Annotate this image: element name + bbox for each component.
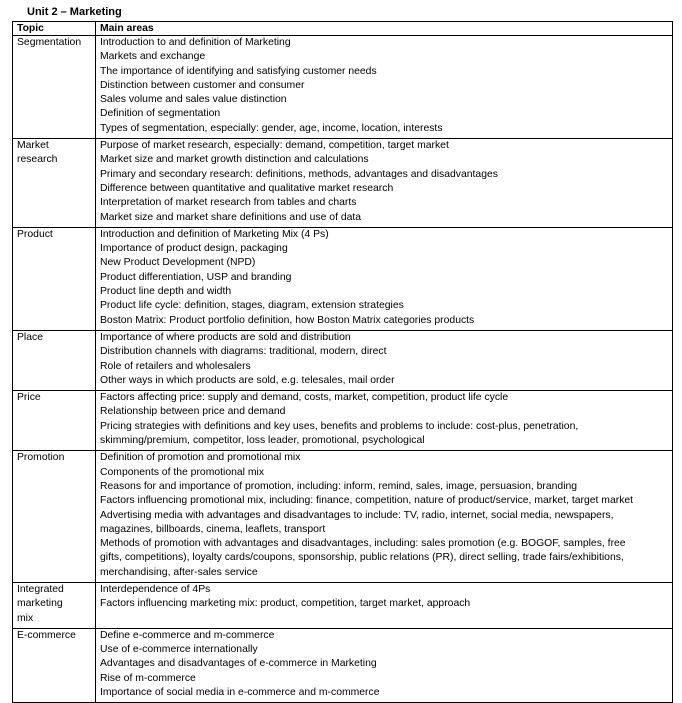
main-area-item: The importance of identifying and satisfying customer needs (100, 65, 377, 77)
main-area-item: Distinction between customer and consumer (100, 79, 305, 91)
main-areas-cell (96, 582, 673, 628)
main-area-item: Rise of m-commerce (100, 672, 196, 684)
topic-label: Price (17, 392, 41, 404)
main-area-item: Distribution channels with diagrams: traditional, modern, direct (100, 346, 387, 358)
main-area-item: Pricing strategies with definitions and key uses, benefits and problems to include: cost-plus, penetration, (100, 420, 579, 432)
table-body (13, 36, 673, 703)
main-area-item: Role of retailers and wholesalers (100, 360, 251, 372)
topic-cell (13, 582, 96, 628)
main-areas-cell (96, 391, 673, 451)
main-areas-cell (96, 330, 673, 390)
topic-cell (13, 36, 96, 139)
main-area-item: Importance of social media in e-commerce and m-commerce (100, 687, 380, 699)
main-area-item: Components of the promotional mix (100, 466, 265, 478)
main-area-item: Product differentiation, USP and branding (100, 271, 292, 283)
main-area-item: Definition of segmentation (100, 108, 221, 120)
main-area-item: Advantages and disadvantages of e-commerce in Marketing (100, 658, 377, 670)
topic-label: mix (17, 612, 34, 624)
main-area-item: Purpose of market research, especially: demand, competition, target market (100, 140, 449, 152)
topic-cell (13, 451, 96, 583)
main-area-item: Importance of where products are sold and distribution (100, 331, 351, 343)
topic-label: marketing (17, 598, 63, 610)
main-area-item: Introduction to and definition of Marketing (100, 37, 291, 48)
topic-label: Place (17, 331, 43, 343)
topic-cell (13, 330, 96, 390)
main-area-item: Definition of promotion and promotional mix (100, 452, 301, 464)
topic-label: Integrated (17, 583, 64, 595)
main-areas-cell (96, 139, 673, 228)
main-area-item: Product line depth and width (100, 286, 232, 298)
syllabus-table (12, 21, 673, 703)
main-area-item: Factors influencing promotional mix, including: finance, competition, nature of product/service, market, target market (100, 495, 634, 507)
topic-label: E-commerce (17, 629, 76, 641)
main-area-item: Use of e-commerce internationally (100, 644, 258, 656)
header-row (13, 22, 673, 36)
topic-cell (13, 628, 96, 702)
topic-label: Market (17, 140, 49, 152)
main-area-item: Types of segmentation, especially: gender, age, income, location, interests (100, 122, 443, 134)
topic-label: Product (17, 228, 53, 240)
topic-label: research (17, 154, 58, 166)
table-row (13, 451, 673, 583)
main-area-item: New Product Development (NPD) (100, 257, 256, 269)
main-area-item: Interpretation of market research from tables and charts (100, 197, 357, 209)
main-area-item: Product life cycle: definition, stages, diagram, extension strategies (100, 300, 404, 312)
main-areas-cell (96, 628, 673, 702)
main-areas-cell (96, 451, 673, 583)
main-area-item: Sales volume and sales value distinction (100, 94, 287, 106)
unit-title: Unit 2 – Marketing (27, 6, 122, 18)
topic-label: Promotion (17, 452, 65, 464)
topic-label: Segmentation (17, 37, 82, 48)
main-area-item: Primary and secondary research: definitions, methods, advantages and disadvantages (100, 168, 498, 180)
main-area-item: Relationship between price and demand (100, 406, 286, 418)
main-area-item: Methods of promotion with advantages and disadvantages, including: sales promotion (e.g. BOGOF, samples, free (100, 538, 626, 550)
main-areas-cell (96, 227, 673, 330)
table-row (13, 227, 673, 330)
main-area-item: Interdependence of 4Ps (100, 583, 211, 595)
main-area-item: Difference between quantitative and qualitative market research (100, 182, 394, 194)
table-row (13, 582, 673, 628)
table-row (13, 36, 673, 139)
main-area-item: merchandising, after-sales service (100, 566, 258, 578)
main-area-item: Boston Matrix: Product portfolio definition, how Boston Matrix categories products (100, 314, 475, 326)
main-area-item: Market size and market growth distinction and calculations (100, 154, 369, 166)
main-area-item: skimming/premium, competitor, loss leader, promotional, psychological (100, 435, 425, 447)
main-area-item: gifts, competitions), loyalty cards/coupons, sponsorship, public relations (PR), direct selling, trade fairs/exhibitions, (100, 552, 624, 564)
main-area-item: Factors affecting price: supply and demand, costs, market, competition, product life cycle (100, 392, 509, 404)
main-area-item: Factors influencing marketing mix: product, competition, target market, approach (100, 598, 471, 610)
table-row (13, 628, 673, 702)
topic-cell (13, 139, 96, 228)
table-row (13, 139, 673, 228)
table-row (13, 391, 673, 451)
header-topic: Topic (13, 22, 96, 36)
topic-cell (13, 227, 96, 330)
main-area-item: magazines, billboards, cinema, leaflets, transport (100, 523, 326, 535)
main-area-item: Importance of product design, packaging (100, 243, 288, 255)
main-area-item: Other ways in which products are sold, e.g. telesales, mail order (100, 374, 395, 386)
header-main-areas: Main areas (96, 22, 673, 36)
main-area-item: Define e-commerce and m-commerce (100, 629, 275, 641)
topic-cell (13, 391, 96, 451)
main-area-item: Market size and market share definitions and use of data (100, 211, 362, 223)
main-area-item: Reasons for and importance of promotion, including: inform, remind, sales, image, persuasion, branding (100, 480, 578, 492)
main-area-item: Markets and exchange (100, 51, 206, 63)
main-area-item: Introduction and definition of Marketing Mix (4 Ps) (100, 228, 329, 240)
main-area-item: Advertising media with advantages and disadvantages to include: TV, radio, internet, social media, newspapers, (100, 509, 614, 521)
main-areas-cell (96, 36, 673, 139)
table-row (13, 330, 673, 390)
